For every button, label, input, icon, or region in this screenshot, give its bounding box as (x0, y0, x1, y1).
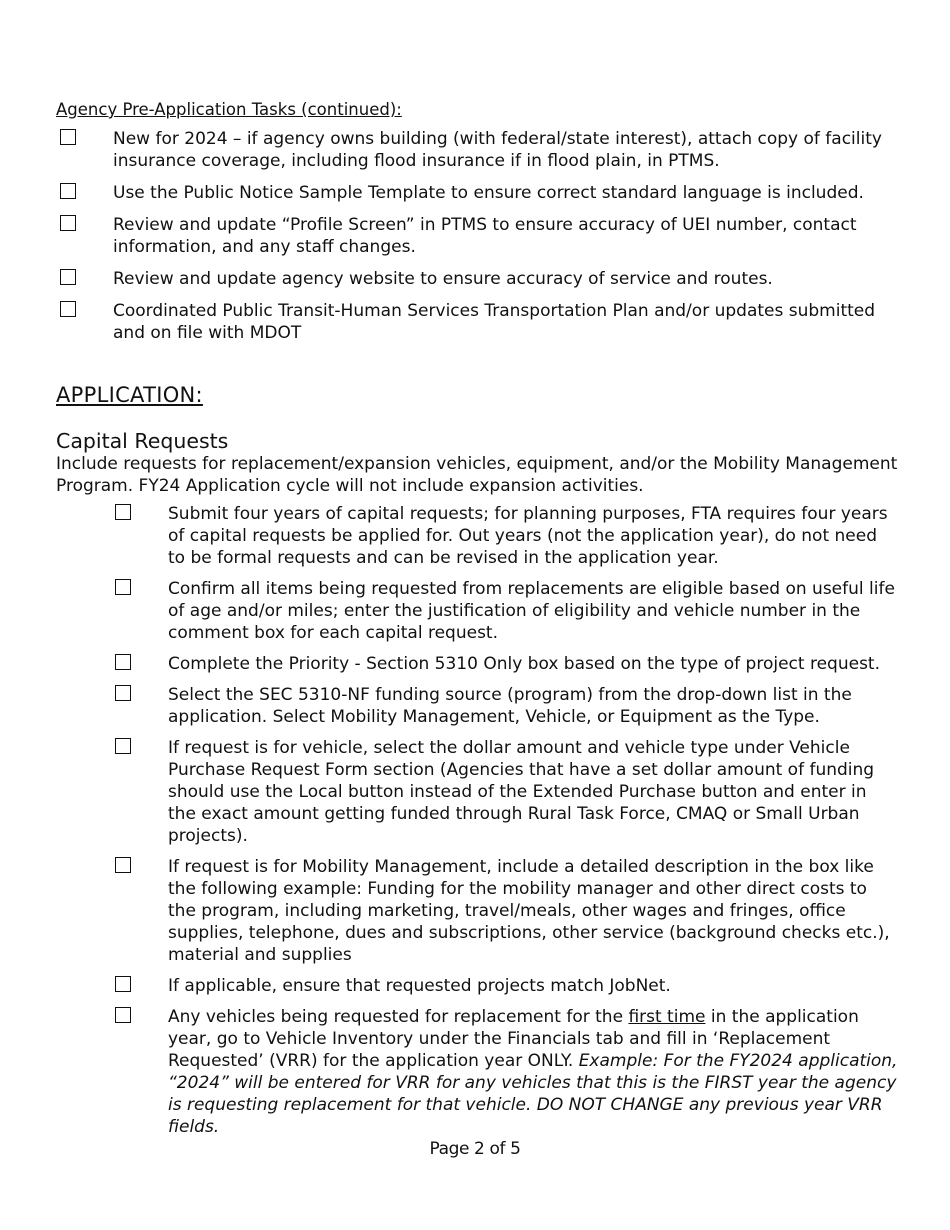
checklist-item-text: If applicable, ensure that requested projects match JobNet. (168, 976, 671, 996)
checklist-item (113, 503, 899, 569)
checklist-item-text: Submit four years of capital requests; for planning purposes, FTA requires four years of capital requests be applied for. Out years (not the application year), do not need to be formal requests and can be revised in the application year. (168, 504, 888, 568)
checkbox[interactable] (115, 738, 131, 754)
checkbox[interactable] (115, 857, 131, 873)
checklist-item (56, 214, 898, 258)
text-fragment: Any vehicles being requested for replacement for the (168, 1007, 629, 1027)
pre-application-checklist (56, 128, 898, 344)
checklist-item (113, 684, 899, 728)
checklist-item (113, 1006, 899, 1138)
checklist-item (56, 268, 898, 290)
capital-requests-checklist (113, 503, 899, 1147)
capital-requests-intro: Include requests for replacement/expansion vehicles, equipment, and/or the Mobility Management Program. FY24 Application cycle will not include expansion activities. (56, 454, 898, 496)
checklist-item (113, 578, 899, 644)
checkbox[interactable] (60, 129, 76, 145)
underlined-phrase: first time (628, 1007, 706, 1027)
checklist-item-text (168, 1007, 897, 1137)
checklist-item-text: Confirm all items being requested from replacements are eligible based on useful life of age and/or miles; enter the justification of eligibility and vehicle number in the comment box for each capital request. (168, 579, 895, 643)
checklist-item-text: Complete the Priority - Section 5310 Only box based on the type of project request. (168, 654, 880, 674)
example-note: Example: For the FY2024 application, “2024” will be entered for VRR for any vehicles that this is the FIRST year the agency is requesting replacement for that vehicle. DO NOT CHANGE any previous year VRR fields. (168, 1051, 898, 1137)
checklist-item-text: If request is for vehicle, select the dollar amount and vehicle type under Vehicle Purchase Request Form section (Agencies that have a set dollar amount of funding should use the Local button instead of the Extended Purchase button and enter in the exact amount getting funded through Rural Task Force, CMAQ or Small Urban projects). (168, 738, 875, 846)
checkbox[interactable] (60, 301, 76, 317)
checkbox[interactable] (115, 685, 131, 701)
checklist-item-text: Coordinated Public Transit-Human Services Transportation Plan and/or updates submitted and on file with MDOT (113, 301, 876, 343)
checkbox[interactable] (115, 1007, 131, 1023)
checklist-item (113, 856, 899, 966)
checklist-item (56, 182, 898, 204)
checkbox[interactable] (115, 654, 131, 670)
pre-application-heading: Agency Pre-Application Tasks (continued): (56, 100, 402, 119)
capital-requests-title: Capital Requests (56, 429, 229, 453)
checklist-item (56, 128, 898, 172)
checklist-item (113, 975, 899, 997)
checklist-item-text: Use the Public Notice Sample Template to ensure correct standard language is included. (113, 183, 864, 203)
checklist-item (113, 737, 899, 847)
checkbox[interactable] (115, 504, 131, 520)
checkbox[interactable] (60, 183, 76, 199)
checkbox[interactable] (60, 269, 76, 285)
checklist-item-text: Review and update “Profile Screen” in PTMS to ensure accuracy of UEI number, contact information, and any staff changes. (113, 215, 857, 257)
checklist-item-text: Select the SEC 5310-NF funding source (program) from the drop-down list in the application. Select Mobility Management, Vehicle, or Equipment as the Type. (168, 685, 852, 727)
page-number: Page 2 of 5 (429, 1139, 521, 1159)
checkbox[interactable] (60, 215, 76, 231)
checklist-item-text: If request is for Mobility Management, include a detailed description in the box like the following example: Funding for the mobility manager and other direct costs to the program, including marketing, travel/meals, other wages and fringes, office supplies, telephone, dues and subscriptions, other service (background checks etc.), material and supplies (168, 857, 890, 965)
text-fragment: in the application year, go to Vehicle Inventory under the Financials tab and fill in ‘Replacement Requested’ (VRR) for the application year ONLY. (168, 1007, 859, 1071)
checklist-item-text: Review and update agency website to ensure accuracy of service and routes. (113, 269, 773, 289)
checklist-item-text: New for 2024 – if agency owns building (with federal/state interest), attach copy of facility insurance coverage, including flood insurance if in flood plain, in PTMS. (113, 129, 882, 171)
application-heading: APPLICATION: (56, 383, 203, 407)
checkbox[interactable] (115, 579, 131, 595)
checkbox[interactable] (115, 976, 131, 992)
checklist-item (113, 653, 899, 675)
checklist-item (56, 300, 898, 344)
